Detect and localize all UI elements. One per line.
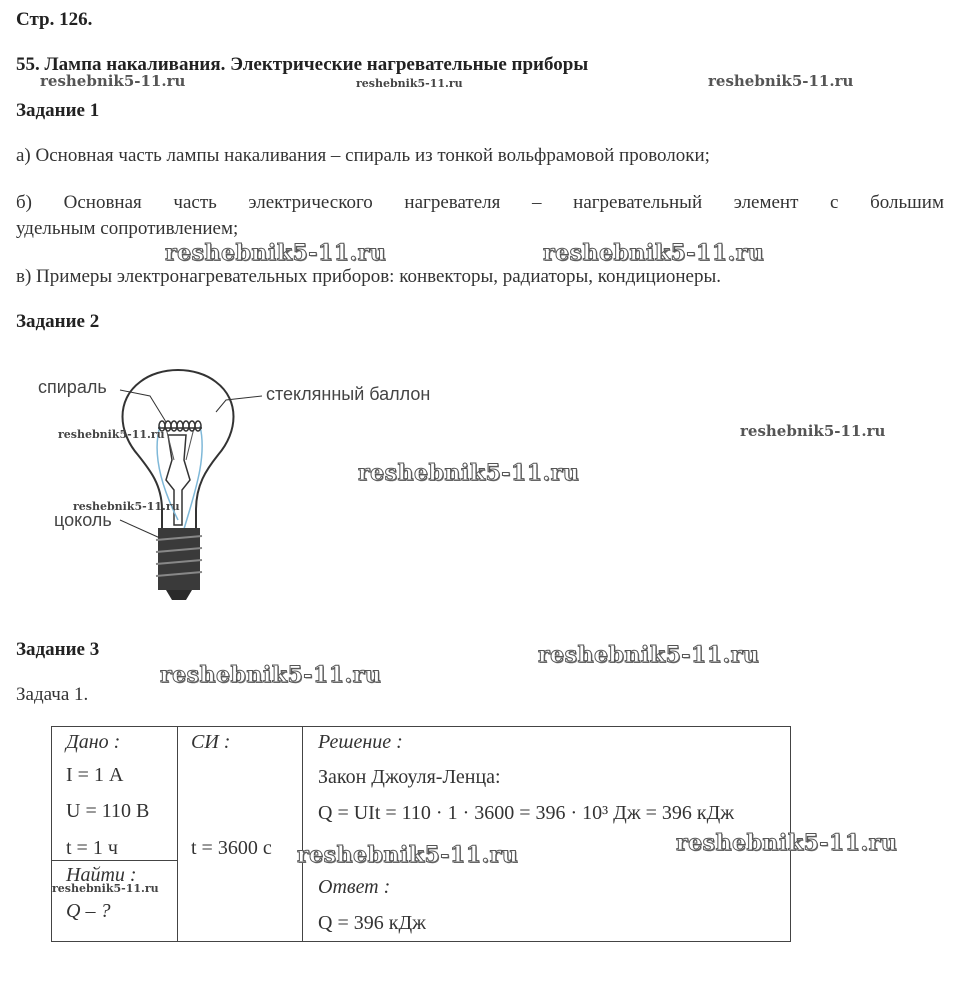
table-divider	[302, 726, 303, 942]
screw-base	[156, 528, 202, 600]
answer: Q = 396 кДж	[318, 912, 426, 934]
law-text: Закон Джоуля-Ленца:	[318, 766, 501, 788]
task1-heading: Задание 1	[16, 100, 100, 121]
watermark: reshebnik5-11.ru	[676, 830, 898, 856]
watermark: reshebnik5-11.ru	[52, 882, 159, 895]
given-header: Дано :	[66, 731, 121, 753]
watermark: reshebnik5-11.ru	[73, 500, 180, 513]
watermark: reshebnik5-11.ru	[160, 662, 382, 688]
watermark: reshebnik5-11.ru	[740, 422, 886, 440]
given-item: I = 1 А	[66, 764, 124, 786]
watermark: reshebnik5-11.ru	[40, 72, 186, 90]
formula: Q = UIt = 110 · 1 · 3600 = 396 · 10³ Дж = 396 кДж	[318, 802, 735, 824]
given-item: U = 110 В	[66, 800, 150, 822]
watermark: reshebnik5-11.ru	[356, 77, 463, 90]
table-divider	[51, 860, 177, 861]
section-title: 55. Лампа накаливания. Электрические нагревательные приборы	[16, 54, 589, 75]
watermark: reshebnik5-11.ru	[58, 428, 165, 441]
task2-heading: Задание 2	[16, 311, 100, 332]
spiral-leader	[120, 390, 166, 422]
label-base: цоколь	[54, 510, 112, 530]
si-item: t = 3600 с	[191, 837, 272, 859]
bulb-leader	[216, 396, 262, 412]
table-divider	[177, 726, 178, 942]
watermark: reshebnik5-11.ru	[538, 642, 760, 668]
task3-problem: Задача 1.	[16, 684, 89, 705]
watermark: reshebnik5-11.ru	[297, 842, 519, 868]
base-leader	[120, 520, 160, 538]
task1-item-a: а) Основная часть лампы накаливания – спираль из тонкой вольфрамовой проволоки;	[16, 145, 710, 166]
label-spiral: спираль	[38, 377, 107, 397]
page-header: Стр. 126.	[16, 9, 93, 30]
find-header: Найти :	[66, 864, 137, 886]
solution-header: Решение :	[318, 731, 403, 753]
watermark: reshebnik5-11.ru	[543, 240, 765, 266]
task1-item-b-line1: б) Основная часть электрического нагревателя – нагревательный элемент с большим	[16, 192, 944, 213]
si-header: СИ :	[191, 731, 231, 753]
label-glass-bulb: стеклянный баллон	[266, 384, 431, 404]
task1-item-c: в) Примеры электронагревательных приборов: конвекторы, радиаторы, кондиционеры.	[16, 266, 721, 287]
watermark: reshebnik5-11.ru	[358, 460, 580, 486]
support-wire	[186, 428, 194, 460]
find-item: Q – ?	[66, 900, 111, 922]
watermark: reshebnik5-11.ru	[165, 240, 387, 266]
task3-heading: Задание 3	[16, 639, 100, 660]
watermark: reshebnik5-11.ru	[708, 72, 854, 90]
answer-header: Ответ :	[318, 876, 391, 898]
task1-item-b-line2: удельным сопротивлением;	[16, 218, 239, 239]
given-item: t = 1 ч	[66, 837, 118, 859]
